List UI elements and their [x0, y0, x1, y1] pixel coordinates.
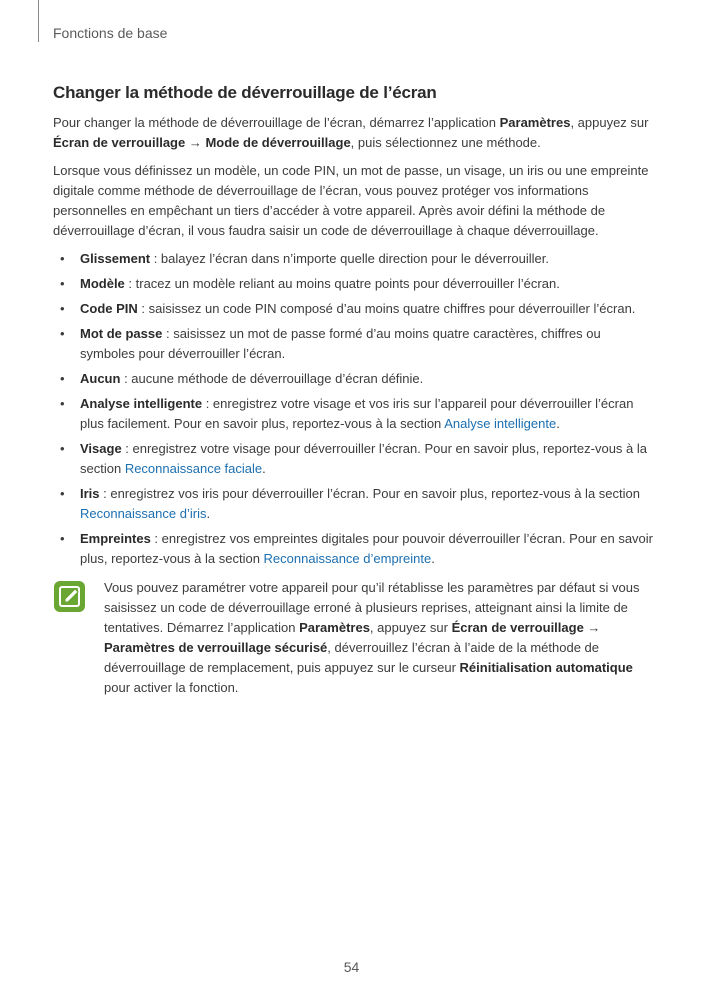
method-term: Modèle — [80, 276, 125, 291]
note-arrow: → — [583, 620, 601, 635]
bullet-icon: • — [60, 326, 65, 341]
method-term: Visage — [80, 441, 122, 456]
bullet-icon: • — [60, 371, 65, 386]
bullet-icon: • — [60, 276, 65, 291]
page-number: 54 — [343, 959, 360, 975]
method-description: : saisissez un mot de passe formé d’au moins quatre caractères, chiffres ou symboles pour déverrouiller l’écran. — [80, 326, 601, 361]
bullet-icon: • — [60, 396, 65, 411]
method-end: . — [431, 551, 435, 566]
intro-text-1: Pour changer la méthode de déverrouillage de l’écran, démarrez l’application — [53, 115, 500, 130]
method-end: . — [556, 416, 560, 431]
method-description: : enregistrez votre visage pour déverrouiller l’écran. Pour en savoir plus, reportez-vous à la section — [80, 441, 647, 476]
bullet-icon: • — [60, 486, 65, 501]
section-title: Changer la méthode de déverrouillage de l’écran — [53, 83, 437, 102]
list-item-code-pin — [53, 299, 653, 319]
method-description: : aucune méthode de déverrouillage d’écran définie. — [120, 371, 424, 386]
list-item-modele — [53, 274, 653, 294]
link-reconnaissance-faciale[interactable]: Reconnaissance faciale — [124, 461, 263, 476]
method-description: : saisissez un code PIN composé d’au moins quatre chiffres pour déverrouiller l’écran. — [137, 301, 636, 316]
note-pencil-icon — [53, 580, 86, 613]
method-term: Mot de passe — [80, 326, 163, 341]
list-item-aucun — [53, 369, 653, 389]
link-reconnaissance-empreinte[interactable]: Reconnaissance d’empreinte — [263, 551, 432, 566]
list-item-mot-de-passe — [53, 324, 653, 364]
method-description: : tracez un modèle reliant au moins quatre points pour déverrouiller l’écran. — [124, 276, 560, 291]
note-box — [53, 578, 653, 698]
intro-text-3: , puis sélectionnez une méthode. — [350, 135, 541, 150]
list-item-glissement — [53, 249, 653, 269]
method-term: Aucun — [80, 371, 121, 386]
note-secure-lock-term: Paramètres de verrouillage sécurisé — [104, 640, 328, 655]
intro-text-2: , appuyez sur — [570, 115, 649, 130]
description-paragraph: Lorsque vous définissez un modèle, un code PIN, un mot de passe, un visage, un iris ou une empreinte digitale comme méthode de déverrouillage de l’écran, vous pouvez protéger vos informations personnelles en empêchant un tiers d’accéder à votre appareil. Après avoir défini la méthode de déverrouillage d’écran, il vous faudra saisir un code de déverrouillage à chaque déverrouillage. — [53, 163, 649, 238]
note-auto-reset-term: Réinitialisation automatique — [459, 660, 633, 675]
bullet-icon: • — [60, 251, 65, 266]
method-term: Analyse intelligente — [80, 396, 203, 411]
intro-unlock-mode-term: Mode de déverrouillage — [205, 135, 351, 150]
note-settings-term: Paramètres — [299, 620, 370, 635]
note-text — [104, 578, 653, 698]
method-end: . — [262, 461, 266, 476]
note-text-1: Vous pouvez paramétrer votre appareil pour qu’il rétablisse les paramètres par défaut si vous saisissez un code de déverrouillage erroné à plusieurs reprises, atteignant ainsi la limite de tentatives. Démarrez l’application — [104, 580, 640, 635]
intro-paragraph — [53, 113, 653, 153]
note-text-2: , appuyez sur — [369, 620, 452, 635]
method-description: : enregistrez vos empreintes digitales pour pouvoir déverrouiller l’écran. Pour en savoir plus, reportez-vous à la section — [80, 531, 654, 566]
link-reconnaissance-iris[interactable]: Reconnaissance d’iris — [80, 506, 207, 521]
note-text-4: pour activer la fonction. — [104, 680, 239, 695]
header-section-title: Fonctions de base — [53, 25, 168, 41]
method-description: : balayez l’écran dans n’importe quelle direction pour le déverrouiller. — [150, 251, 549, 266]
note-text-3: , déverrouillez l’écran à l’aide de la méthode de déverrouillage de remplacement, puis appuyez sur le curseur — [104, 640, 600, 675]
main-content — [53, 83, 653, 698]
method-end: . — [206, 506, 211, 521]
list-item-analyse-intelligente — [53, 394, 653, 434]
method-description: : enregistrez votre visage et vos iris sur l’appareil pour déverrouiller l’écran plus facilement. Pour en savoir plus, reportez-vous à la section — [80, 396, 634, 431]
method-term: Glissement — [80, 251, 151, 266]
bullet-icon: • — [60, 531, 65, 546]
header-rule — [38, 0, 39, 42]
method-term: Iris — [80, 486, 100, 501]
link-analyse-intelligente[interactable]: Analyse intelligente — [444, 416, 557, 431]
method-term: Code PIN — [80, 301, 138, 316]
intro-settings-term: Paramètres — [499, 115, 571, 130]
list-item-empreintes — [53, 529, 653, 569]
intro-arrow: → — [185, 135, 206, 150]
method-term: Empreintes — [80, 531, 151, 546]
list-item-visage — [53, 439, 653, 479]
unlock-methods-list — [53, 249, 653, 569]
method-description: : enregistrez vos iris pour déverrouiller l’écran. Pour en savoir plus, reportez-vous à la section — [99, 486, 640, 501]
bullet-icon: • — [60, 301, 65, 316]
intro-lockscreen-term: Écran de verrouillage — [53, 135, 186, 150]
note-lockscreen-term: Écran de verrouillage — [451, 620, 584, 635]
list-item-iris — [53, 484, 653, 524]
bullet-icon: • — [60, 441, 65, 456]
